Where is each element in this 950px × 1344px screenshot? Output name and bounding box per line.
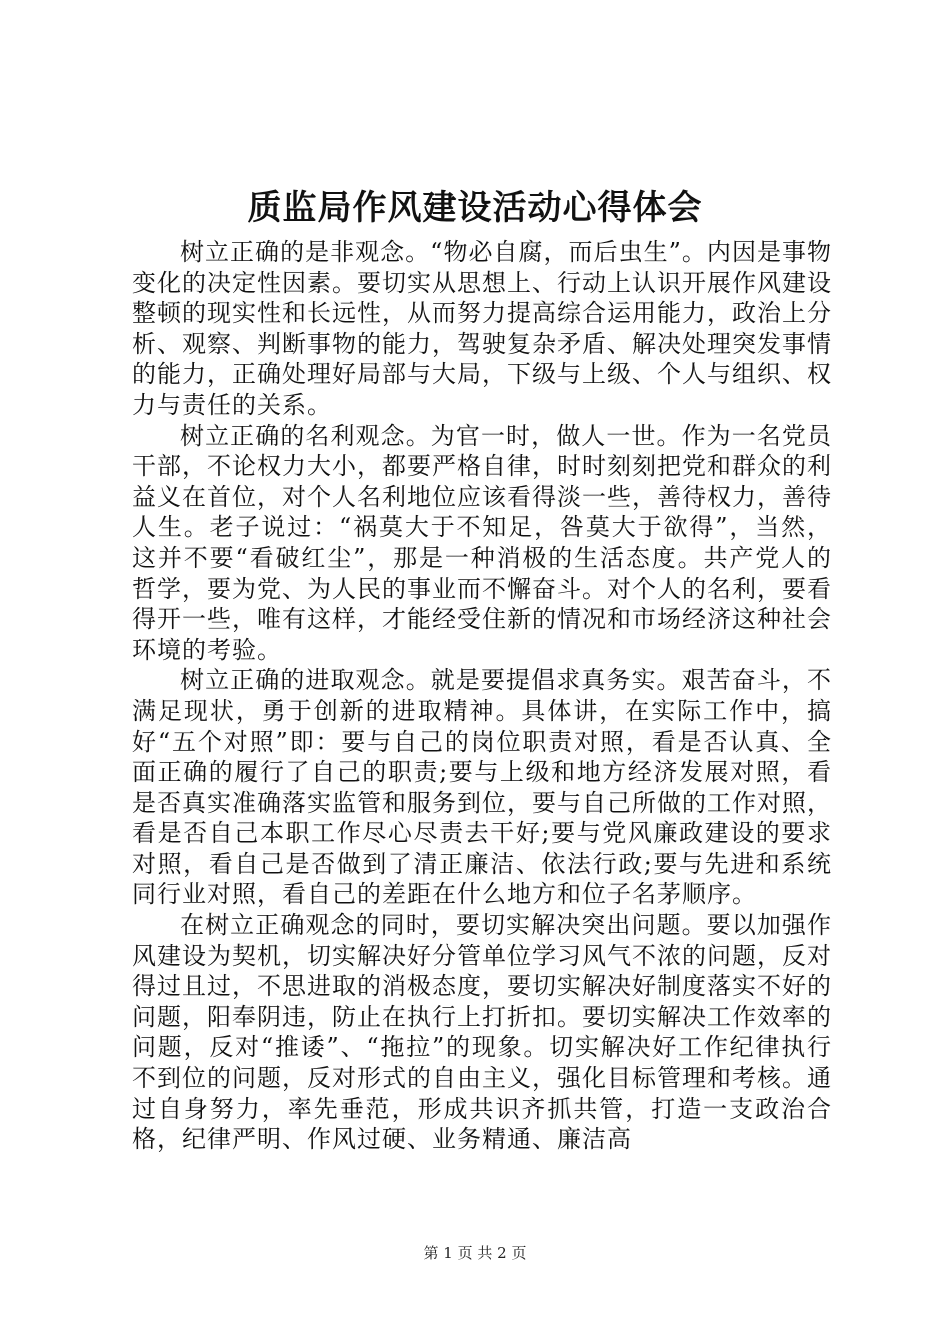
paragraph-right-values: 树立正确的是非观念。“物必自腐，而后虫生”。内因是事物变化的决定性因素。要切实从思想上、行动上认识开展作风建设整顿的现实性和长远性，从而努力提高综合运用能力，政治上分析、观察、判断事物的能力，驾驶复杂矛盾、解决处理突发事情的能力，正确处理好局部与大局，下级与上级、个人与组织、权力与责任的关系。 xyxy=(132,238,832,419)
paragraph-solve-problems: 在树立正确观念的同时，要切实解决突出问题。要以加强作风建设为契机，切实解决好分管单位学习风气不浓的问题，反对得过且过，不思进取的消极态度，要切实解决好制度落实不好的问题，阳奉阴违，防止在执行上打折扣。要切实解决工作效率的问题，反对“推诿”、“拖拉”的现象。切实解决好工作纪律执行不到位的问题，反对形式的自由主义，强化目标管理和考核。通过自身努力，率先垂范，形成共识齐抓共管，打造一支政治合格，纪律严明、作风过硬、业务精通、廉洁高 xyxy=(132,911,832,1154)
paragraph-fame-gain: 树立正确的名利观念。为官一时，做人一世。作为一名党员干部，不论权力大小，都要严格自律，时时刻刻把党和群众的利益义在首位，对个人名利地位应该看得淡一些，善待权力，善待人生。老子说过：“祸莫大于不知足，咎莫大于欲得”，当然，这并不要“看破红尘”，那是一种消极的生活态度。共产党人的哲学，要为党、为人民的事业而不懈奋斗。对个人的名利，要看得开一些，唯有这样，才能经受住新的情况和市场经济这种社会环境的考验。 xyxy=(132,421,832,664)
page-number-footer: 第 1 页 共 2 页 xyxy=(423,1244,527,1262)
paragraph-enterprising: 树立正确的进取观念。就是要提倡求真务实。艰苦奋斗，不满足现状，勇于创新的进取精神。具体讲，在实际工作中，搞好“五个对照”即：要与自己的岗位职责对照，看是否认真、全面正确的履行了自己的职责;要与上级和地方经济发展对照，看是否真实准确落实监管和服务到位，要与自己所做的工作对照，看是否自己本职工作尽心尽责去干好;要与党风廉政建设的要求对照，看自己是否做到了清正廉洁、依法行政;要与先进和系统同行业对照，看自己的差距在什么地方和位子名茅顺序。 xyxy=(132,666,832,909)
document-body xyxy=(132,237,832,1155)
document-title: 质监局作风建设活动心得体会 xyxy=(247,188,703,228)
